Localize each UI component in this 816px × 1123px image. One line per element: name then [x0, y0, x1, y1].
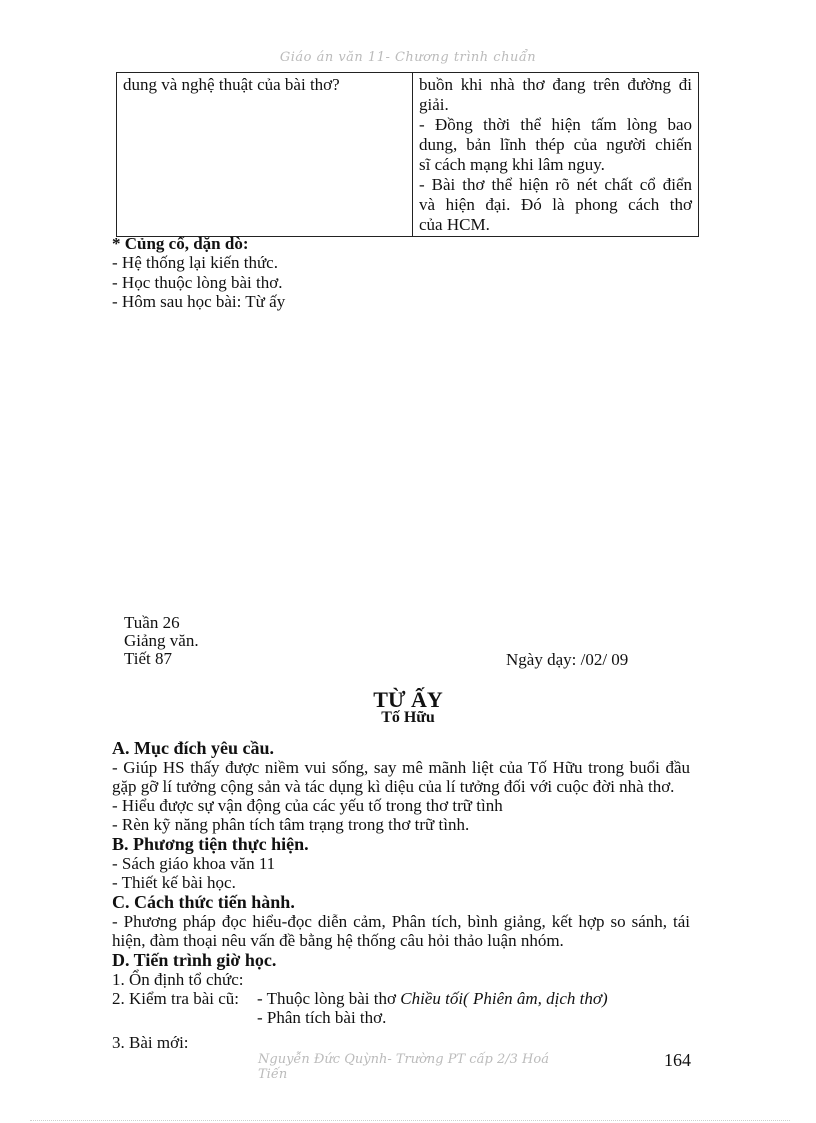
step-item: 1. Ổn định tổ chức:	[112, 970, 244, 989]
page-header: Giáo án văn 11- Chương trình chuẩn	[279, 50, 537, 65]
answer-line: và hiện đại. Đó là phong cách thơ	[419, 195, 692, 214]
page-divider	[30, 1120, 790, 1121]
section-heading-c: C. Cách thức tiến hành.	[112, 892, 295, 912]
paragraph: - Hiểu được sự vận động của các yếu tố trong thơ trữ tình	[112, 796, 503, 815]
lesson-title-block	[0, 687, 816, 726]
list-item: - Hôm sau học bài: Từ ấy	[112, 292, 286, 311]
period-label: Tiết 87	[124, 649, 173, 668]
answer-line: dung, bản lĩnh thép của người chiến	[419, 135, 692, 154]
answer-line: sĩ cách mạng khi lâm nguy.	[419, 155, 605, 174]
step-item	[112, 989, 690, 1008]
paragraph: - Thiết kế bài học.	[112, 873, 236, 892]
step-detail-text: - Thuộc lòng bài thơ	[257, 989, 396, 1008]
answer-line: - Đồng thời thể hiện tấm lòng bao	[419, 115, 692, 134]
consolidation-heading: * Củng cố, dặn dò:	[112, 234, 249, 253]
step-item	[112, 1008, 690, 1027]
step-item: 3. Bài mới:	[112, 1033, 189, 1052]
question-cell: dung và nghệ thuật của bài thơ?	[117, 73, 413, 237]
answer-line: buồn khi nhà thơ đang trên đường đi	[419, 75, 692, 94]
section-heading-b: B. Phương tiện thực hiện.	[112, 834, 309, 854]
section-heading-a: A. Mục đích yêu cầu.	[112, 738, 274, 758]
page-footer: Nguyễn Đức Quỳnh- Trường PT cấp 2/3 Hoá Tiến	[258, 1052, 549, 1082]
poem-title: Chiều tối( Phiên âm, dịch thơ)	[400, 989, 608, 1008]
answer-line: giải.	[419, 95, 449, 114]
lesson-meta	[124, 614, 199, 668]
paragraph: - Rèn kỹ năng phân tích tâm trạng trong thơ trữ tình.	[112, 815, 470, 834]
lesson-body	[112, 738, 690, 1052]
consolidation-section	[112, 234, 285, 312]
page-number: 164	[664, 1050, 691, 1070]
step-detail	[257, 989, 608, 1008]
table-row	[117, 73, 699, 237]
answer-cell	[413, 73, 699, 237]
answer-line: của HCM.	[419, 215, 490, 234]
step-detail: - Phân tích bài thơ.	[257, 1008, 387, 1027]
paragraph: - Sách giáo khoa văn 11	[112, 854, 276, 873]
answer-table	[116, 72, 699, 237]
answer-line: - Bài thơ thể hiện rõ nét chất cổ điển	[419, 175, 692, 194]
lesson-author: Tố Hữu	[381, 709, 435, 726]
list-item: - Hệ thống lại kiến thức.	[112, 253, 278, 272]
lesson-title: TỪ ẤY	[373, 687, 443, 712]
paragraph: - Phương pháp đọc hiểu-đọc diễn cảm, Phân tích, bình giảng, kết hợp so sánh, tái hiện, đàm thoại nêu vấn đề bằng hệ thống câu hỏi thảo luận nhóm.	[112, 912, 690, 950]
week-label: Tuần 26	[124, 613, 180, 632]
step-label: 2. Kiểm tra bài cũ:	[112, 989, 239, 1008]
step-spacer	[112, 1008, 257, 1027]
teaching-date: Ngày dạy: /02/ 09	[506, 650, 629, 669]
subject-label: Giảng văn.	[124, 631, 199, 650]
section-heading-d: D. Tiến trình giờ học.	[112, 950, 277, 970]
paragraph: - Giúp HS thấy được niềm vui sống, say mê mãnh liệt của Tố Hữu trong buổi đầu gặp gỡ lí tưởng cộng sản và tác dụng kì diệu của lí tưởng đối với cuộc đời nhà thơ.	[112, 758, 690, 796]
list-item: - Học thuộc lòng bài thơ.	[112, 272, 283, 292]
